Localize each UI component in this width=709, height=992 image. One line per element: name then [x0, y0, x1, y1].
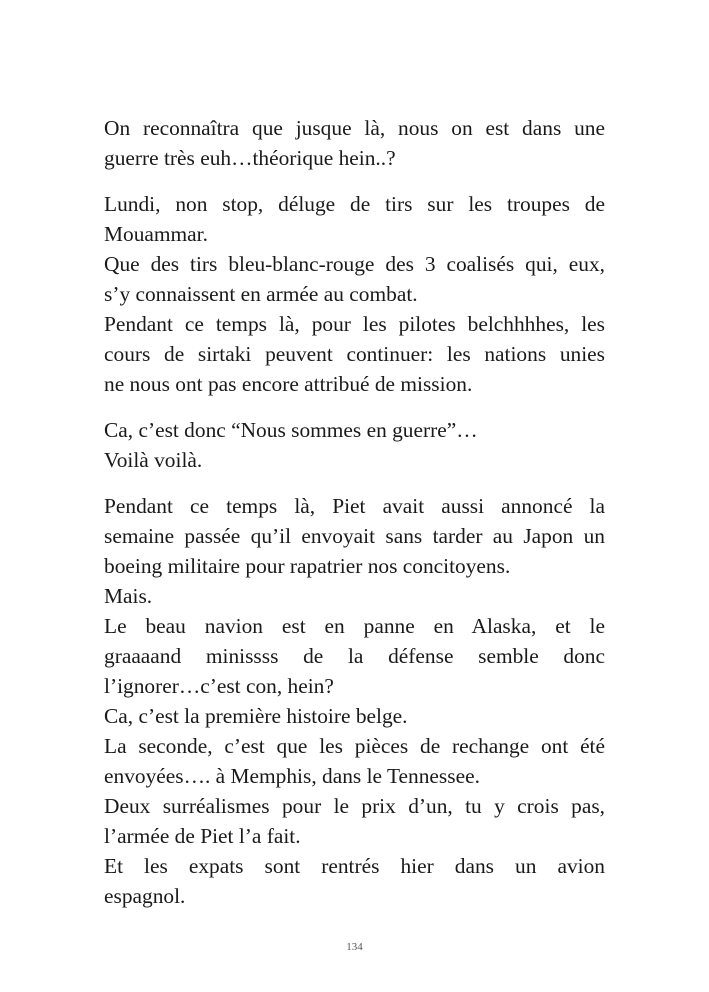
- paragraph-4: [104, 491, 605, 911]
- text-line: Ca, c’est la première histoire belge.: [104, 704, 408, 728]
- text-line: Deux surréalismes pour le prix d’un, tu y crois pas,: [104, 794, 605, 818]
- body-text: [104, 113, 605, 927]
- paragraph-1: [104, 113, 605, 173]
- text-line: Ca, c’est donc “Nous sommes en guerre”…: [104, 418, 478, 442]
- page-number: 134: [346, 941, 363, 953]
- text-line: l’ignorer…c’est con, hein?: [104, 674, 334, 698]
- text-line: Voilà voilà.: [104, 448, 203, 472]
- text-line: envoyées…. à Memphis, dans le Tennessee.: [104, 764, 480, 788]
- text-line: Le beau navion est en panne en Alaska, et le: [104, 614, 605, 638]
- text-line: Mais.: [104, 584, 153, 608]
- text-line: Mouammar.: [104, 222, 208, 246]
- text-line: La seconde, c’est que les pièces de rechange ont été: [104, 734, 605, 758]
- text-line: On reconnaîtra que jusque là, nous on est dans une: [104, 116, 605, 140]
- text-line: l’armée de Piet l’a fait.: [104, 824, 301, 848]
- text-line: cours de sirtaki peuvent continuer: les nations unies: [104, 342, 605, 366]
- text-line: Pendant ce temps là, Piet avait aussi annoncé la: [104, 494, 605, 518]
- text-line: Que des tirs bleu-blanc-rouge des 3 coalisés qui, eux,: [104, 252, 605, 276]
- text-line: Et les expats sont rentrés hier dans un avion: [104, 854, 605, 878]
- text-line: graaaand minissss de la défense semble donc: [104, 644, 605, 668]
- paragraph-3: [104, 415, 605, 475]
- text-line: Pendant ce temps là, pour les pilotes belchhhhes, les: [104, 312, 605, 336]
- text-line: guerre très euh…théorique hein..?: [104, 146, 396, 170]
- text-line: boeing militaire pour rapatrier nos concitoyens.: [104, 554, 511, 578]
- text-line: espagnol.: [104, 884, 186, 908]
- text-line: ne nous ont pas encore attribué de mission.: [104, 372, 473, 396]
- paragraph-2: [104, 189, 605, 399]
- text-line: semaine passée qu’il envoyait sans tarder au Japon un: [104, 524, 605, 548]
- text-line: Lundi, non stop, déluge de tirs sur les troupes de: [104, 192, 605, 216]
- text-line: s’y connaissent en armée au combat.: [104, 282, 418, 306]
